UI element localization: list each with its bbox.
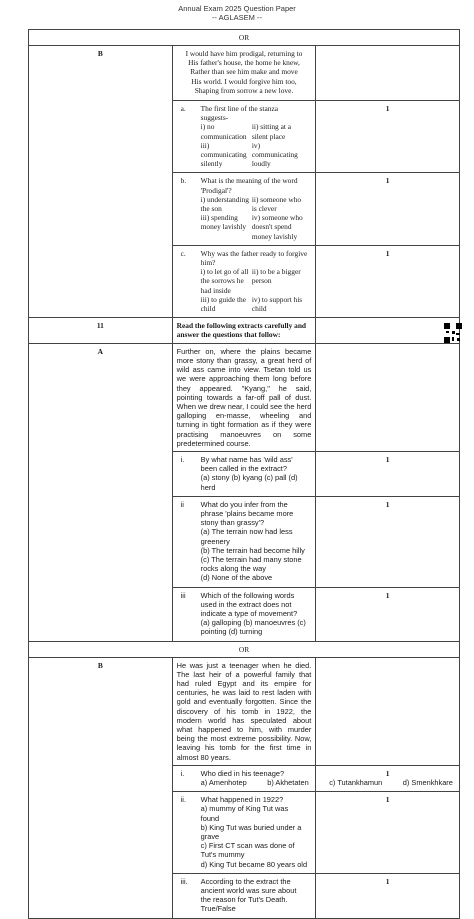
poem (172, 46, 316, 101)
poem-line: Rather than see him make and move (190, 67, 298, 77)
section-b1-poem-row (29, 46, 460, 101)
option: ii) sitting at a silent place (251, 122, 292, 141)
option-line: b) King Tut was buried under a grave (200, 822, 302, 842)
page-header (0, 4, 474, 22)
question-number: ii (180, 499, 184, 509)
question-text: Who died in his teenage? (200, 768, 285, 778)
section-a-extract-row (29, 343, 460, 451)
question-text: The first line of the stanza suggests- (200, 104, 279, 123)
question-number: i. (180, 454, 185, 464)
question-text: By what name has 'wild ass' been called in the extract? (200, 454, 293, 474)
marks: 1 (316, 765, 460, 791)
question-text: Why was the father ready to forgive him? (200, 248, 308, 268)
option: iv) communicating loudly (251, 140, 298, 169)
option-line: (a) galloping (b) manoeuvres (c) pointing (d) turning (200, 618, 306, 637)
section-label: B (29, 657, 173, 918)
poem-line: Shaping from sorrow a new love. (194, 85, 294, 95)
option: ii) to be a bigger person (251, 267, 301, 286)
question-number: 11 (29, 318, 173, 343)
option-line: a) Amenhotep b) Akhetaten c) Tutankhamun d) Smenkhkare (200, 778, 453, 788)
question-number: i. (180, 768, 185, 778)
option-line: (b) The terrain had become hilly (200, 545, 305, 555)
section-b2-extract-row (29, 657, 460, 765)
extract-text: He was just a teenager when he died. The last heir of a powerful family that had ruled Egypt and its empire for centuries, he was laid to rest laden with gold and eventually forgotten. Since the discovery of his tomb in 1922, the modern world has speculated about what happened to him, with murder being the most extreme possibility. Now, leaving his tomb for the first time in almost 80 years. (172, 657, 316, 765)
option-line: (a) stony (b) kyang (c) pall (d) herd (200, 473, 298, 492)
question-text: According to the extract the ancient world was sure about the reason for Tut's Death. (200, 876, 297, 905)
extract-text: Further on, where the plains became more stony than grassy, a great herd of wild ass came into view. Tsetan told us we were approaching them long before they appeared. "Kyang," he said, pointing towards a far-off pall of dust. When we drew near, I could see the herd galloping en-masse, wheeling and turning in tight formation as if they were practising manoeuvres on some predetermined course. (172, 343, 316, 451)
header-title: Annual Exam 2025 Question Paper (178, 4, 296, 13)
marks: 1 (316, 792, 460, 874)
poem-line: I would have him prodigal, returning to (185, 49, 303, 58)
option: i) no communication (200, 122, 247, 141)
poem-line: His world. I would forgive him too, (191, 76, 297, 86)
marks: 1 (316, 245, 460, 317)
option: i) understanding the son (200, 194, 249, 214)
qr-code-icon (444, 323, 462, 343)
section-label: B (29, 46, 173, 318)
q11-heading: Read the following extracts carefully and answer the questions that follow: (172, 318, 316, 343)
or-label: OR (29, 641, 460, 657)
option-line: True/False (200, 904, 236, 914)
option-line: (a) The terrain now had less greenery (200, 527, 293, 546)
question-number: c. (180, 248, 186, 258)
question-number: iii (180, 590, 186, 600)
or-row-top (29, 30, 460, 46)
option: i) to let go of all the sorrows he had inside (200, 267, 249, 295)
option: iv) someone who doesn't spend money lavishly (251, 213, 303, 241)
question-text: Which of the following words used in the extract does not indicate a type of movement? (200, 590, 298, 618)
marks: 1 (316, 173, 460, 245)
marks: 1 (316, 451, 460, 496)
question-text: What is the meaning of the word 'Prodigal'? (200, 176, 298, 195)
marks: 1 (316, 587, 460, 641)
option: ii) someone who is clever (251, 194, 302, 214)
question-text: What happened in 1922? (200, 795, 284, 805)
option: iv) to support his child (251, 294, 303, 314)
q11-row (29, 318, 460, 343)
question-number: b. (180, 176, 187, 186)
section-label: A (29, 343, 173, 641)
header-subtitle: -- AGLASEM -- (211, 13, 262, 22)
question-number: ii. (180, 795, 186, 805)
option: iii) spending money lavishly (200, 213, 247, 232)
marks: 1 (316, 873, 460, 918)
option-line: c) First CT scan was done of Tut's mummy (200, 841, 295, 860)
option-line: a) mummy of King Tut was found (200, 804, 289, 823)
option: iii) communicating silently (200, 140, 247, 169)
marks: 1 (316, 496, 460, 587)
option-line: (d) None of the above (200, 573, 273, 583)
question-number: iii. (180, 876, 188, 886)
question-text: What do you infer from the phrase 'plains became more stony than grassy'? (200, 499, 294, 528)
or-label: OR (29, 30, 460, 46)
question-table (28, 29, 460, 919)
option-line: d) King Tut became 80 years old (200, 859, 308, 869)
or-row-mid (29, 641, 460, 657)
option-line: (c) The terrain had many stone rocks along the way (200, 554, 302, 574)
question-number: a. (180, 104, 186, 114)
option: iii) to guide the child (200, 294, 247, 314)
poem-line: His father's house, the home he knew, (188, 58, 300, 68)
marks: 1 (316, 101, 460, 173)
